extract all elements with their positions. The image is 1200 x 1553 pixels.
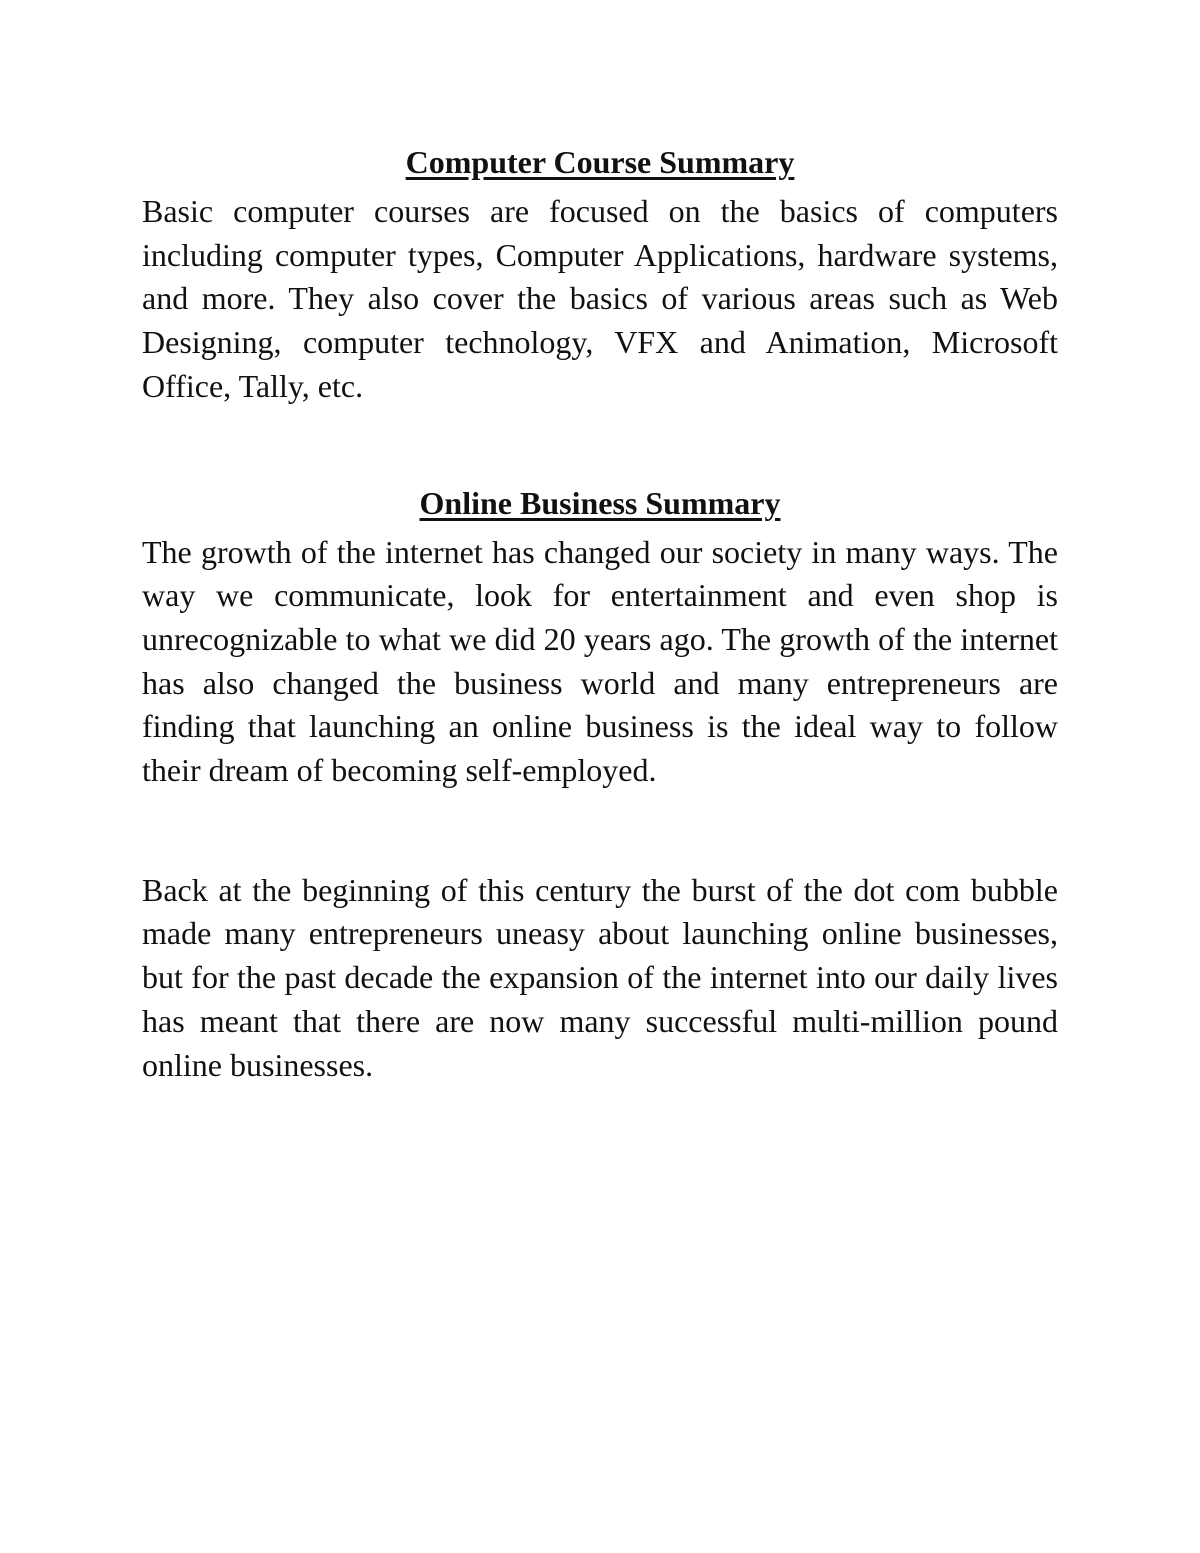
computer-course-summary-paragraph: Basic computer courses are focused on the basics of computers including computer types, Computer Applications, hardware systems, and more. They also cover the basics of various areas such as Web Designing, computer technology, VFX and Animation, Microsoft Office, Tally, etc. (142, 193, 1058, 404)
online-business-summary-paragraph-1: The growth of the internet has changed our society in many ways. The way we communicate, look for entertainment and even shop is unrecognizable to what we did 20 years ago. The growth of the internet has also changed the business world and many entrepreneurs are finding that launching an online business is the ideal way to follow their dream of becoming self-employed. (142, 533, 1058, 789)
online-business-summary-paragraph-2: Back at the beginning of this century the burst of the dot com bubble made many entrepreneurs uneasy about launching online businesses, but for the past decade the expansion of the internet into our daily lives has meant that there are now many successful multi-million pound online businesses. (142, 871, 1058, 1083)
computer-course-summary-heading: Computer Course Summary (405, 144, 795, 180)
online-business-summary-heading: Online Business Summary (419, 484, 781, 521)
document-content (142, 140, 1058, 1087)
